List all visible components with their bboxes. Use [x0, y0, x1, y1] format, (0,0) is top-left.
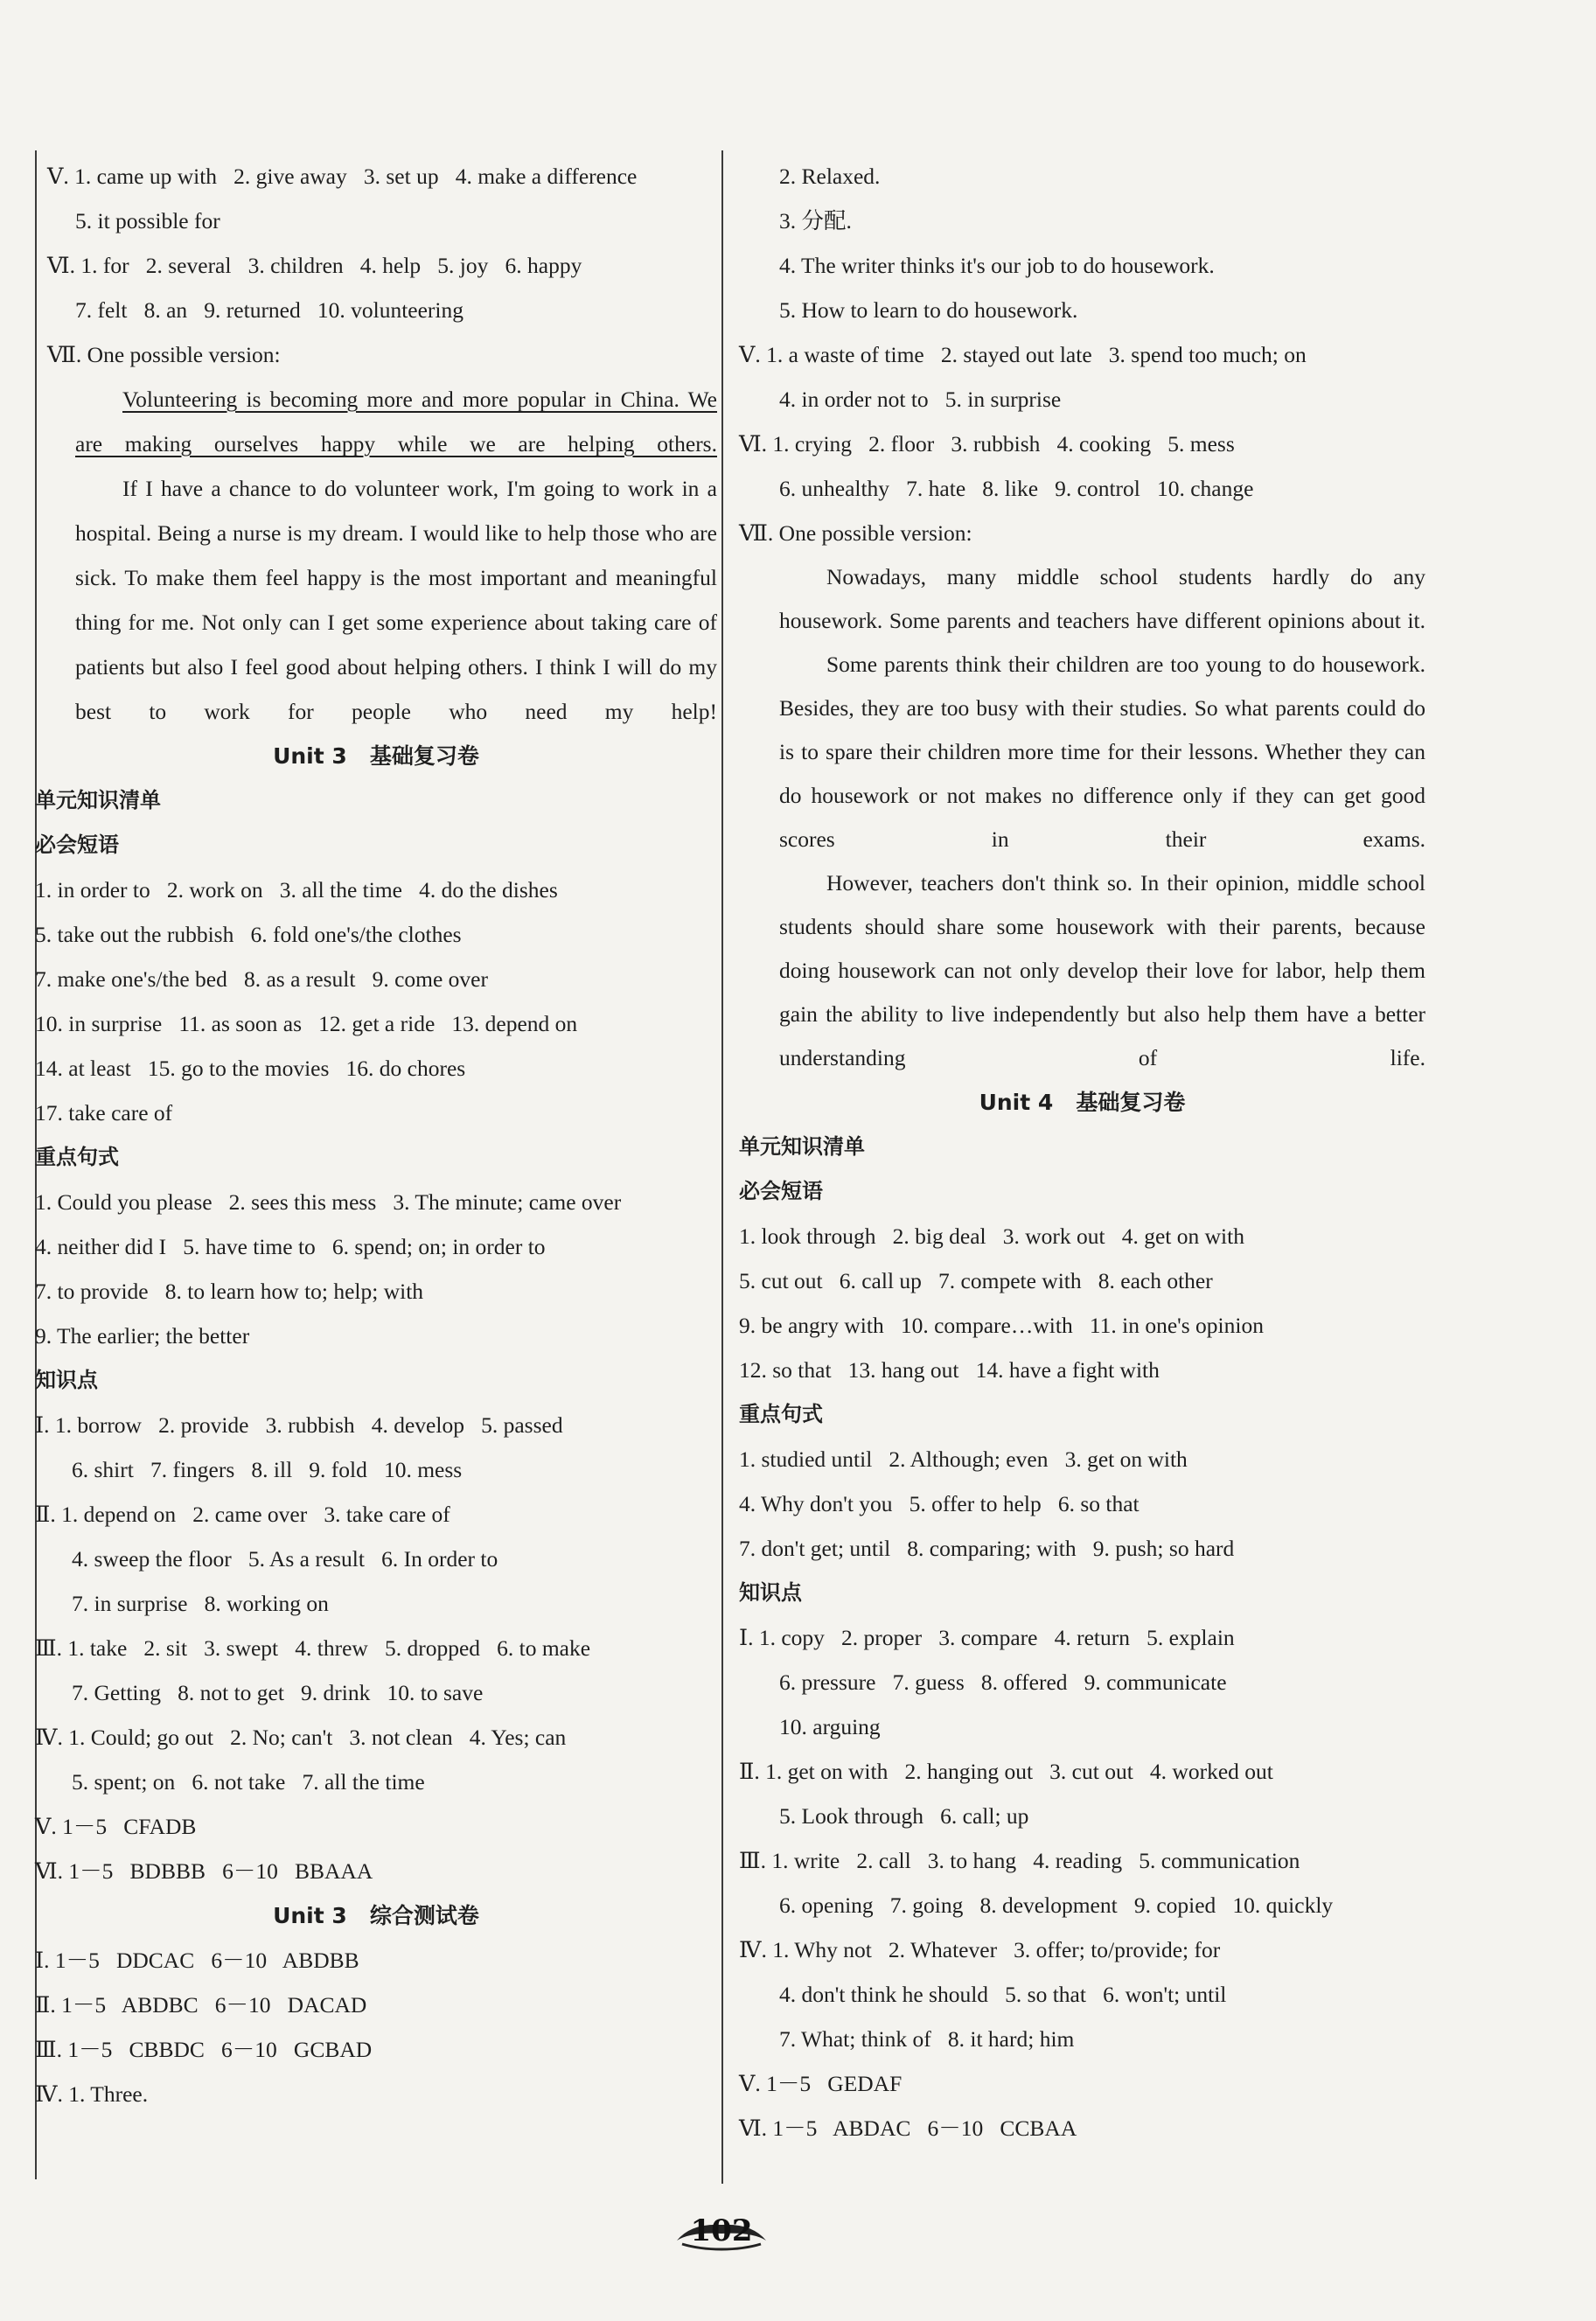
answer-line: 6. unhealthy 7. hate 8. like 9. control 10. change [779, 476, 1254, 501]
test-line: Ⅲ. 1－5 CBBDC 6－10 GCBAD [35, 2037, 373, 2062]
point-line: Ⅲ. 1. take 2. sit 3. swept 4. threw 5. dropped 6. to make [35, 1635, 591, 1661]
test-line: Ⅳ. 1. Three. [35, 2081, 149, 2107]
essay-topic-sentence: Volunteering is becoming more and more popular in China. We are making ourselves happy while we are helping others. [75, 387, 717, 457]
sentences-list [35, 1180, 717, 1358]
page-number-badge [673, 2206, 770, 2256]
phrase-line: 12. so that 13. hang out 14. have a fight with [739, 1357, 1160, 1383]
answer-line: 5. How to learn to do housework. [779, 297, 1078, 323]
answer-line: Ⅴ. 1. a waste of time 2. stayed out late 3. spend too much; on [739, 342, 1307, 367]
essay-p3-text: However, teachers don't think so. In their opinion, middle school students should share some housework with their parents, because doing housework can not only develop their love for labor, help them gain the ability to live independently but also help them have a better understanding of life. [779, 870, 1425, 1070]
answer-line: Ⅵ. 1. crying 2. floor 3. rubbish 4. cooking 5. mess [739, 431, 1235, 457]
phrase-line: 5. take out the rubbish 6. fold one's/the clothes [35, 922, 462, 947]
point-line: Ⅰ. 1. borrow 2. provide 3. rubbish 4. develop 5. passed [35, 1412, 563, 1438]
phrase-line: 17. take care of [35, 1100, 173, 1126]
sentences-heading-r: 重点句式 [739, 1402, 823, 1426]
point-line: 7. in surprise 8. working on [72, 1591, 329, 1616]
unit4-basic-title: Unit 4 基础复习卷 [979, 1090, 1186, 1115]
answer-line: 2. Relaxed. [779, 164, 881, 189]
point-line: Ⅵ. 1－5 ABDAC 6－10 CCBAA [739, 2115, 1077, 2141]
points-list-r [739, 1615, 1425, 2150]
point-line: Ⅴ. 1－5 GEDAF [739, 2071, 903, 2096]
answer-line: Ⅶ. One possible version: [739, 520, 972, 546]
point-line: 10. arguing [779, 1714, 881, 1739]
essay-p1-text: Nowadays, many middle school students hardly do any housework. Some parents and teachers have different opinions about it. [779, 564, 1425, 633]
point-line: Ⅵ. 1－5 BDBBB 6－10 BBAAA [35, 1858, 373, 1884]
page-number: 102 [690, 2213, 753, 2248]
sentence-line: 7. don't get; until 8. comparing; with 9. push; so hard [739, 1536, 1235, 1561]
test-answers [35, 1938, 717, 2116]
point-line: Ⅴ. 1－5 CFADB [35, 1814, 197, 1839]
sentence-line: 4. Why don't you 5. offer to help 6. so that [739, 1491, 1140, 1516]
phrases-list [35, 868, 717, 1135]
right-top-answers [739, 154, 1425, 555]
answer-line: 4. in order not to 5. in surprise [779, 387, 1062, 412]
point-line: Ⅳ. 1. Why not 2. Whatever 3. offer; to/provide; for [739, 1937, 1221, 1962]
phrases-heading-r: 必会短语 [739, 1179, 823, 1203]
essay-body-text: If I have a chance to do volunteer work, I'm going to work in a hospital. Being a nurse is my dream. I would like to help those who are sick. To make them feel happy is the most important and meaningful thing for me. Not only can I get some experience about taking care of patients but also I feel good about helping others. I think I will do my best to work for people who need my help! [75, 476, 717, 724]
essay-paragraph-1 [739, 555, 1425, 643]
answer-line: Ⅵ. 1. for 2. several 3. children 4. help 5. joy 6. happy [47, 253, 582, 278]
point-line: 7. Getting 8. not to get 9. drink 10. to save [72, 1680, 484, 1705]
column-divider [721, 150, 723, 2184]
points-heading: 知识点 [35, 1368, 98, 1392]
essay-paragraph-2 [739, 643, 1425, 861]
essay-paragraph-3 [739, 861, 1425, 1080]
answer-line: 7. felt 8. an 9. returned 10. volunteering [75, 297, 464, 323]
test-line: Ⅰ. 1－5 DDCAC 6－10 ABDBB [35, 1948, 359, 1973]
point-line: Ⅰ. 1. copy 2. proper 3. compare 4. return 5. explain [739, 1625, 1235, 1650]
phrase-line: 7. make one's/the bed 8. as a result 9. come over [35, 966, 488, 992]
answer-line: 4. The writer thinks it's our job to do housework. [779, 253, 1215, 278]
answer-line: 3. 分配. [779, 208, 852, 233]
left-column [35, 154, 717, 2116]
knowledge-list-heading: 单元知识清单 [35, 788, 161, 812]
points-list [35, 1403, 717, 1893]
phrase-line: 10. in surprise 11. as soon as 12. get a ride 13. depend on [35, 1011, 578, 1036]
point-line: Ⅱ. 1. depend on 2. came over 3. take care of [35, 1502, 450, 1527]
point-line: 6. pressure 7. guess 8. offered 9. communicate [779, 1669, 1227, 1695]
sentences-list-r [739, 1437, 1425, 1571]
sentences-heading: 重点句式 [35, 1145, 119, 1169]
right-column [739, 154, 1425, 2150]
sentence-line: 4. neither did I 5. have time to 6. spend; on; in order to [35, 1234, 546, 1259]
point-line: 5. Look through 6. call; up [779, 1803, 1029, 1829]
point-line: 4. sweep the floor 5. As a result 6. In order to [72, 1546, 498, 1572]
point-line: 7. What; think of 8. it hard; him [779, 2026, 1075, 2052]
left-top-answers [35, 154, 717, 377]
point-line: 6. shirt 7. fingers 8. ill 9. fold 10. mess [72, 1457, 463, 1482]
phrase-line: 14. at least 15. go to the movies 16. do chores [35, 1056, 466, 1081]
points-heading-r: 知识点 [739, 1580, 802, 1605]
sentence-line: 1. studied until 2. Although; even 3. get on with [739, 1446, 1188, 1472]
knowledge-list-heading-r: 单元知识清单 [739, 1134, 865, 1159]
essay-underlined [35, 377, 717, 466]
essay-p2-text: Some parents think their children are too young to do housework. Besides, they are too busy with their studies. So what parents could do is to spare their children more time for their lessons. Whether they can do housework or not makes no difference only if they can get good scores in their exams. [779, 652, 1425, 852]
phrase-line: 5. cut out 6. call up 7. compete with 8. each other [739, 1268, 1213, 1293]
essay-body [35, 466, 717, 734]
phrase-line: 9. be angry with 10. compare…with 11. in one's opinion [739, 1313, 1264, 1338]
point-line: Ⅲ. 1. write 2. call 3. to hang 4. reading 5. communication [739, 1848, 1300, 1873]
phrases-list-r [739, 1214, 1425, 1392]
sentence-line: 1. Could you please 2. sees this mess 3. The minute; came over [35, 1189, 622, 1215]
point-line: 4. don't think he should 5. so that 6. won't; until [779, 1982, 1227, 2007]
phrase-line: 1. look through 2. big deal 3. work out 4. get on with [739, 1223, 1244, 1249]
point-line: Ⅳ. 1. Could; go out 2. No; can't 3. not clean 4. Yes; can [35, 1725, 567, 1750]
point-line: 6. opening 7. going 8. development 9. copied 10. quickly [779, 1892, 1334, 1918]
phrases-heading: 必会短语 [35, 833, 119, 857]
test-line: Ⅱ. 1－5 ABDBC 6－10 DACAD [35, 1992, 367, 2018]
answer-line: Ⅴ. 1. came up with 2. give away 3. set up 4. make a difference [47, 164, 638, 189]
point-line: 5. spent; on 6. not take 7. all the time [72, 1769, 425, 1795]
sentence-line: 7. to provide 8. to learn how to; help; with [35, 1279, 424, 1304]
phrase-line: 1. in order to 2. work on 3. all the time 4. do the dishes [35, 877, 558, 903]
unit3-basic-title: Unit 3 基础复习卷 [273, 743, 479, 769]
answer-line: Ⅶ. One possible version: [47, 342, 281, 367]
unit3-test-title: Unit 3 综合测试卷 [273, 1903, 479, 1928]
point-line: Ⅱ. 1. get on with 2. hanging out 3. cut out 4. worked out [739, 1759, 1273, 1784]
sentence-line: 9. The earlier; the better [35, 1323, 250, 1349]
answer-line: 5. it possible for [75, 208, 220, 233]
